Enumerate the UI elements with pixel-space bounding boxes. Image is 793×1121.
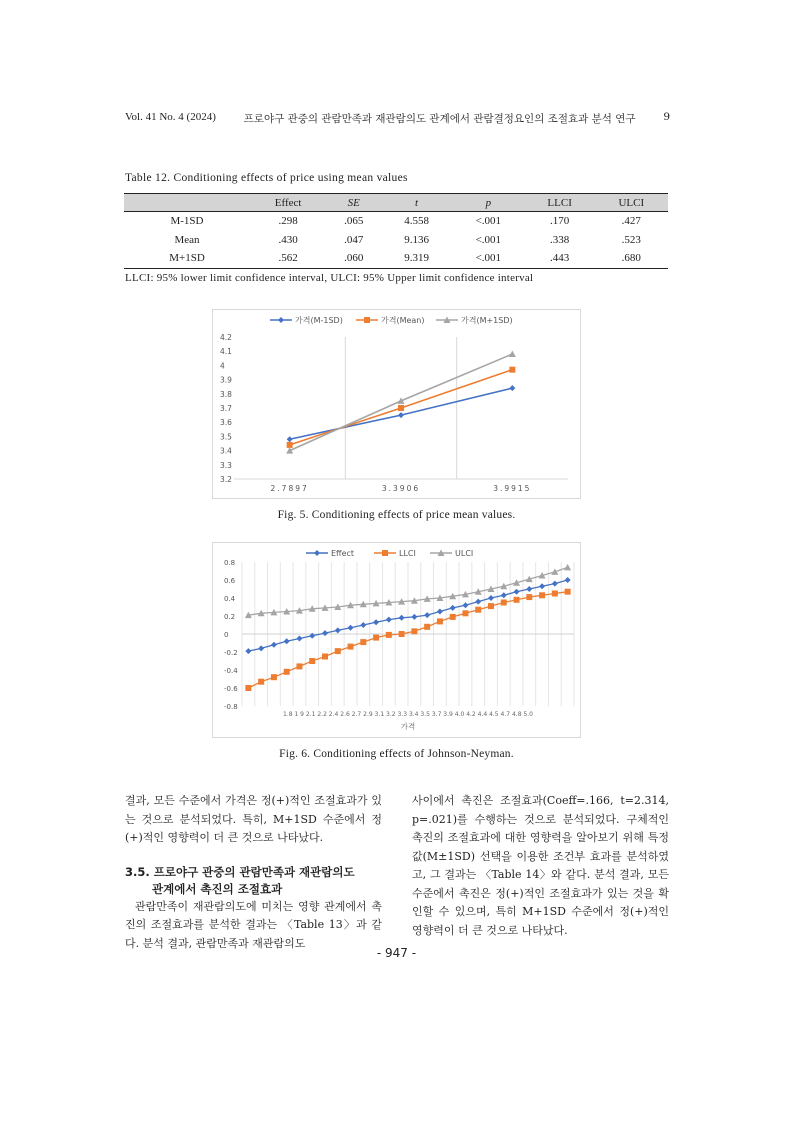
- y-tick-label: 0.6: [224, 577, 236, 585]
- legend-marker: [364, 317, 370, 323]
- table-caption: Table 12. Conditioning effects of price using mean values: [125, 172, 408, 184]
- data-point: [552, 591, 558, 597]
- y-tick-label: 4: [220, 361, 225, 371]
- col-header-t: t: [381, 194, 452, 212]
- x-tick-label: 3.9915: [493, 484, 532, 493]
- table-cell: <.001: [475, 215, 502, 228]
- running-header: [125, 111, 670, 126]
- x-axis-title: 가격: [400, 722, 416, 731]
- y-tick-label: -0.2: [224, 649, 238, 657]
- table-cell: 9.136: [404, 233, 429, 246]
- table-cell: .338: [550, 233, 570, 246]
- col-header-ulci: ULCI: [595, 194, 668, 212]
- data-point: [258, 679, 264, 685]
- table-cell: .065: [344, 215, 364, 228]
- table-cell: .298: [278, 215, 298, 228]
- data-point: [322, 654, 328, 660]
- y-tick-label: 0: [224, 631, 229, 639]
- y-tick-label: 3.9: [220, 375, 232, 385]
- y-tick-label: 3.2: [220, 475, 232, 484]
- col-header-effect: Effect: [250, 194, 326, 212]
- data-point: [287, 442, 293, 448]
- table-cell: M-1SD: [170, 215, 204, 228]
- x-tick-label: 3.3906: [381, 484, 421, 493]
- data-point: [437, 618, 443, 624]
- y-tick-label: 3.3: [220, 460, 232, 470]
- data-point: [462, 610, 468, 616]
- data-point: [335, 648, 341, 654]
- data-point: [386, 632, 392, 638]
- y-tick-label: 0.4: [224, 595, 236, 603]
- y-tick-label: 0.8: [224, 559, 236, 567]
- table-note: LLCI: 95% lower limit confidence interval, ULCI: 95% Upper limit confidence interval: [125, 272, 534, 284]
- table-row: [124, 231, 668, 250]
- data-point: [424, 624, 430, 630]
- data-point: [245, 685, 251, 691]
- data-point: [514, 597, 520, 603]
- table-cell: 9.319: [381, 249, 452, 268]
- data-point: [398, 405, 404, 411]
- data-point: [348, 644, 354, 650]
- table-cell: .680: [595, 249, 668, 268]
- y-tick-label: 4.2: [220, 333, 232, 342]
- figure-5-chart: [212, 309, 581, 499]
- col-header-blank: [124, 194, 250, 212]
- col-header-p: p: [452, 194, 525, 212]
- data-point: [526, 594, 532, 600]
- y-tick-label: -0.6: [224, 685, 238, 693]
- x-tick-labels: 1.8 1 9 2.1 2.2 2.4 2.6 2.7 2.9 3.1 3.2 3.3 3.4 3.5 3.7 3.9 4.0 4.2 4.4 4.5 4.7 4.8 5.0: [283, 711, 533, 718]
- body-paragraph: 사이에서 촉진은 조절효과(Coeff=.166, t=2.314, p=.021)를 수행하는 것으로 분석되었다. 구체적인 촉진의 조절효과에 대한 영향력을 알아보기 위해 특정 값(M±1SD) 선택을 이용한 조건부 효과를 분석하였고, 그 결과는 〈Table 14〉와 같다. 분석 결과, 모든 수준에서 촉진은 정(+)적인 조절효과가 있는 것을 확인할 수 있으며, 특히 M+1SD 수준에서 정(+)적인 영향력이 더 큰 것으로 나타났다.: [412, 794, 669, 937]
- col-header-se: SE: [326, 194, 381, 212]
- legend-label: ULCI: [455, 549, 474, 558]
- section-heading: [125, 864, 382, 898]
- y-tick-label: 3.8: [220, 389, 232, 399]
- y-tick-label: 3.5: [220, 432, 232, 442]
- data-point: [399, 631, 405, 637]
- figure-5-caption: Fig. 5. Conditioning effects of price mean values.: [277, 509, 516, 521]
- results-table: [124, 193, 668, 269]
- data-point: [475, 607, 481, 613]
- data-point: [271, 674, 277, 680]
- right-column: [412, 792, 669, 940]
- figure-6-chart: [212, 542, 581, 738]
- y-tick-label: 4.1: [220, 347, 232, 357]
- left-column: [125, 792, 382, 953]
- data-point: [488, 603, 494, 609]
- data-point: [411, 628, 417, 634]
- data-point: [539, 592, 545, 598]
- table-row: [124, 249, 668, 268]
- col-header-llci: LLCI: [525, 194, 595, 212]
- y-tick-label: 3.4: [220, 446, 232, 456]
- y-tick-label: -0.8: [224, 703, 238, 711]
- y-tick-label: 3.6: [220, 418, 232, 428]
- data-point: [565, 589, 571, 595]
- table-cell: <.001: [475, 233, 502, 246]
- section-heading-line: 3.5. 프로야구 관중의 관람만족과 재관람의도: [125, 864, 355, 879]
- section-heading-line: 관계에서 촉진의 조절효과: [152, 881, 283, 896]
- table-cell: .523: [621, 233, 641, 246]
- table-cell: M+1SD: [124, 249, 250, 268]
- table-cell: .427: [621, 215, 641, 228]
- data-point: [501, 600, 507, 606]
- y-tick-label: 0.2: [224, 613, 236, 621]
- table-cell: .047: [344, 233, 364, 246]
- data-point: [373, 635, 379, 641]
- table-cell: .562: [250, 249, 326, 268]
- journal-volume: Vol. 41 No. 4 (2024): [125, 111, 216, 123]
- x-tick-label: 2.7897: [270, 484, 309, 493]
- legend-label: 가격(M+1SD): [461, 316, 513, 325]
- data-point: [309, 658, 315, 664]
- y-tick-label: 3.7: [220, 404, 232, 413]
- legend-label: Effect: [331, 549, 355, 558]
- body-paragraph: 결과, 모든 수준에서 가격은 정(+)적인 조절효과가 있는 것으로 분석되었다. 특히, M+1SD 수준에서 정(+)적인 영향력이 더 큰 것으로 나타났다.: [125, 794, 382, 844]
- table-cell: .443: [525, 249, 595, 268]
- legend-label: LLCI: [399, 549, 416, 558]
- table-cell: 4.558: [404, 215, 429, 228]
- table-cell: Mean: [174, 233, 200, 246]
- table-header-row: [124, 194, 668, 212]
- body-paragraph: 관람만족이 재관람의도에 미치는 영향 관계에서 촉진의 조절효과를 분석한 결과는 〈Table 13〉과 같다. 분석 결과, 관람만족과 재관람의도: [125, 899, 382, 950]
- table-cell: .060: [326, 249, 381, 268]
- running-title: 프로야구 관중의 관람만족과 재관람의도 관계에서 관람결정요인의 조절효과 분석 연구: [243, 113, 636, 125]
- table-cell: <.001: [452, 249, 525, 268]
- legend-marker: [382, 550, 388, 556]
- table-row: [124, 212, 668, 231]
- chart-frame: [213, 310, 581, 499]
- legend-label: 가격(M-1SD): [295, 316, 343, 325]
- figure-6-caption: Fig. 6. Conditioning effects of Johnson-Neyman.: [279, 748, 514, 760]
- legend-label: 가격(Mean): [381, 316, 425, 325]
- data-point: [509, 367, 515, 373]
- data-point: [284, 669, 290, 675]
- data-point: [450, 614, 456, 620]
- page-number: - 947 -: [376, 946, 417, 960]
- data-point: [296, 663, 302, 669]
- header-page: 9: [663, 111, 670, 123]
- data-point: [360, 639, 366, 645]
- table-cell: .170: [550, 215, 570, 228]
- y-tick-label: -0.4: [224, 667, 238, 675]
- table-cell: .430: [278, 233, 298, 246]
